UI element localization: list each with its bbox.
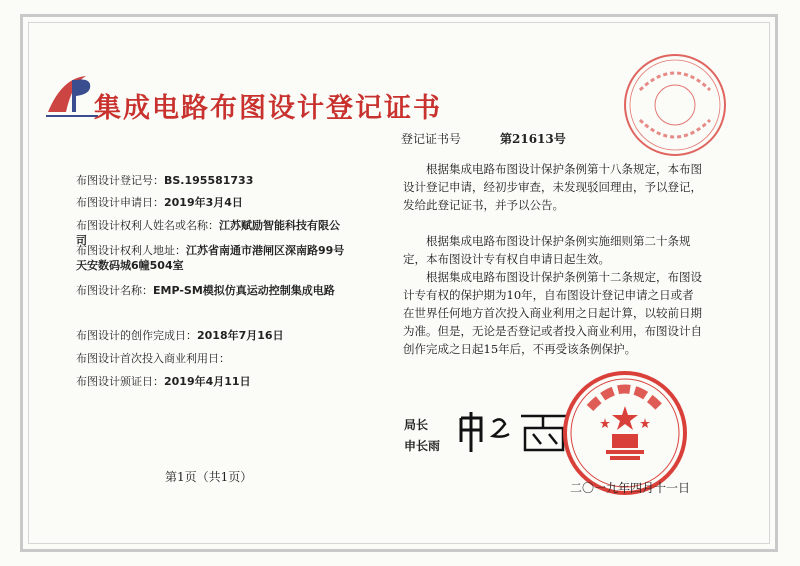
- signature-image: [455, 408, 575, 456]
- paragraph-protection: 根据集成电路布图设计保护条例第十二条规定，布图设计专有权的保护期为10年，自布图设计登记申请之日或者在世界任何地方首次投入商业利用之日起计算，以较前日期为准。但是，无论是否登记或者投入商业利用，布图设计自创作完成之日起15年后，不再受该条例保护。: [403, 270, 702, 356]
- field-holder-address: [76, 243, 346, 273]
- field-design-name: [76, 283, 376, 298]
- field-value: 2018年7月16日: [197, 329, 284, 342]
- paragraph-effective: 根据集成电路布图设计保护条例实施细则第二十条规定，本布图设计专有权自申请日起生效。: [403, 234, 691, 266]
- field-first-use: [76, 351, 376, 366]
- field-create-date: [76, 328, 376, 343]
- ip-logo-icon: [42, 70, 102, 120]
- field-label: 布图设计权利人姓名或名称：: [76, 219, 219, 232]
- field-value: 江苏赋励智能科技有限公司: [76, 219, 340, 247]
- issue-date: 二〇一九年四月十一日: [570, 481, 691, 495]
- issuing-stamp-icon: [620, 50, 730, 160]
- paragraph-registration: 根据集成电路布图设计保护条例第十八条规定，本布图设计登记申请，经初步审查，未发现驳回理由，予以登记，发给此登记证书，并予以公告。: [403, 162, 702, 212]
- field-issue-date: [76, 374, 376, 389]
- field-value: 江苏省南通市港闸区深南路99号天安数码城6幢504室: [76, 244, 345, 272]
- registration-number: 第21613号: [500, 132, 566, 146]
- field-reg-no: [76, 173, 346, 188]
- certificate-title: 集成电路布图设计登记证书: [94, 93, 442, 124]
- field-label: 布图设计首次投入商业利用日：: [76, 352, 230, 365]
- director-title: 局长: [404, 418, 429, 432]
- field-apply-date: [76, 195, 346, 210]
- field-value: 2019年4月11日: [164, 375, 251, 388]
- field-value: 2019年3月4日: [164, 196, 243, 209]
- field-label: 布图设计权利人地址：: [76, 244, 186, 257]
- page-number: 第1页（共1页）: [165, 470, 253, 484]
- director-name: 申长雨: [404, 439, 441, 453]
- field-value: BS.195581733: [164, 174, 254, 187]
- field-value: EMP-SM模拟仿真运动控制集成电路: [153, 284, 335, 297]
- registration-label: 登记证书号: [401, 132, 462, 146]
- field-label: 布图设计的创作完成日：: [76, 329, 197, 342]
- field-label: 布图设计登记号：: [76, 174, 164, 187]
- field-label: 布图设计名称：: [76, 284, 153, 297]
- field-label: 布图设计颁证日：: [76, 375, 164, 388]
- field-label: 布图设计申请日：: [76, 196, 164, 209]
